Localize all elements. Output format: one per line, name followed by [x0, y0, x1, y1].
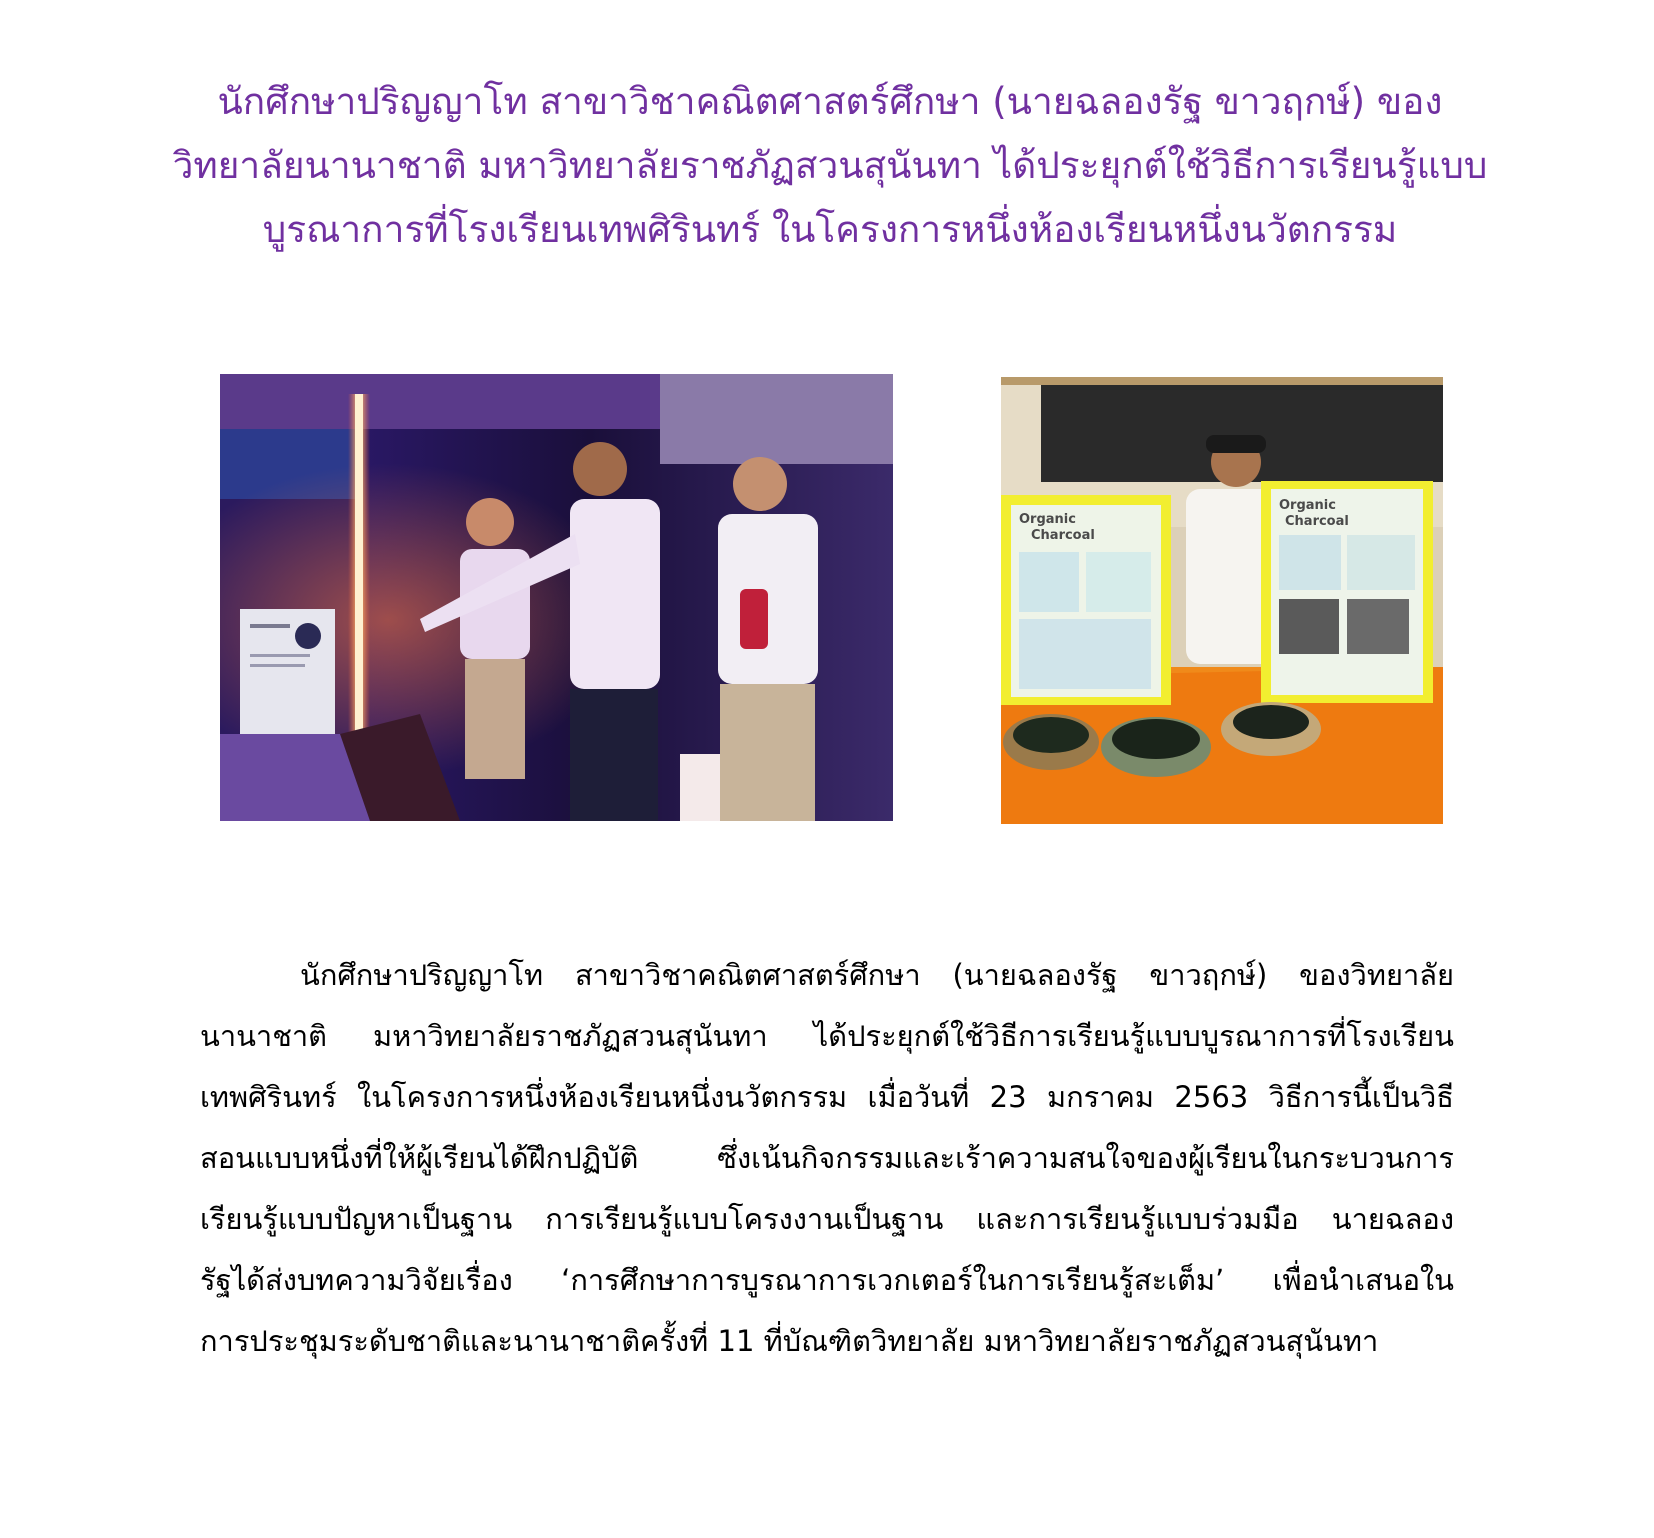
exhibit-photo-right [1001, 377, 1443, 824]
body-line-4: สอนแบบหนึ่งที่ให้ผู้เรียนได้ฝึกปฏิบัติ ซึ่งเน้นกิจกรรมและเร้าความสนใจของผู้เรียนในกระบวนการ [200, 1141, 1454, 1175]
title-line-2: วิทยาลัยนานาชาติ มหาวิทยาลัยราชภัฏสวนสุนันทา ได้ประยุกต์ใช้วิธีการเรียนรู้แบบ [172, 144, 1488, 187]
article-body [200, 945, 1454, 1372]
title-line-3: บูรณาการที่โรงเรียนเทพศิรินทร์ ในโครงการหนึ่งห้องเรียนหนึ่งนวัตกรรม [262, 208, 1398, 251]
body-line-2: นานาชาติ มหาวิทยาลัยราชภัฏสวนสุนันทา ได้ประยุกต์ใช้วิธีการเรียนรู้แบบบูรณาการที่โรงเรียน [200, 1019, 1454, 1053]
title-line-1: นักศึกษาปริญญาโท สาขาวิชาคณิตศาสตร์ศึกษา (นายฉลองรัฐ ขาวฤกษ์) ของ [217, 80, 1443, 123]
body-line-5: เรียนรู้แบบปัญหาเป็นฐาน การเรียนรู้แบบโครงงานเป็นฐาน และการเรียนรู้แบบร่วมมือ นายฉลอง [200, 1202, 1454, 1236]
poster-right-title-1: Organic [1279, 498, 1336, 513]
poster-right-title-2: Charcoal [1285, 514, 1349, 529]
poster-left-title-2: Charcoal [1031, 528, 1095, 543]
page-title [150, 70, 1510, 262]
exhibit-photo-left [220, 374, 893, 821]
body-line-7: การประชุมระดับชาติและนานาชาติครั้งที่ 11 ที่บัณฑิตวิทยาลัย มหาวิทยาลัยราชภัฏสวนสุนันทา [200, 1324, 1379, 1358]
body-line-1: นักศึกษาปริญญาโท สาขาวิชาคณิตศาสตร์ศึกษา (นายฉลองรัฐ ขาวฤกษ์) ของวิทยาลัย [300, 958, 1454, 992]
body-line-6: รัฐได้ส่งบทความวิจัยเรื่อง ‘การศึกษาการบูรณาการเวกเตอร์ในการเรียนรู้สะเต็ม’ เพื่อนำเสนอใน [200, 1263, 1454, 1297]
poster-left-title-1: Organic [1019, 512, 1076, 527]
body-line-3: เทพศิรินทร์ ในโครงการหนึ่งห้องเรียนหนึ่งนวัตกรรม เมื่อวันที่ 23 มกราคม 2563 วิธีการนี้เป็นวิธี [200, 1080, 1454, 1114]
